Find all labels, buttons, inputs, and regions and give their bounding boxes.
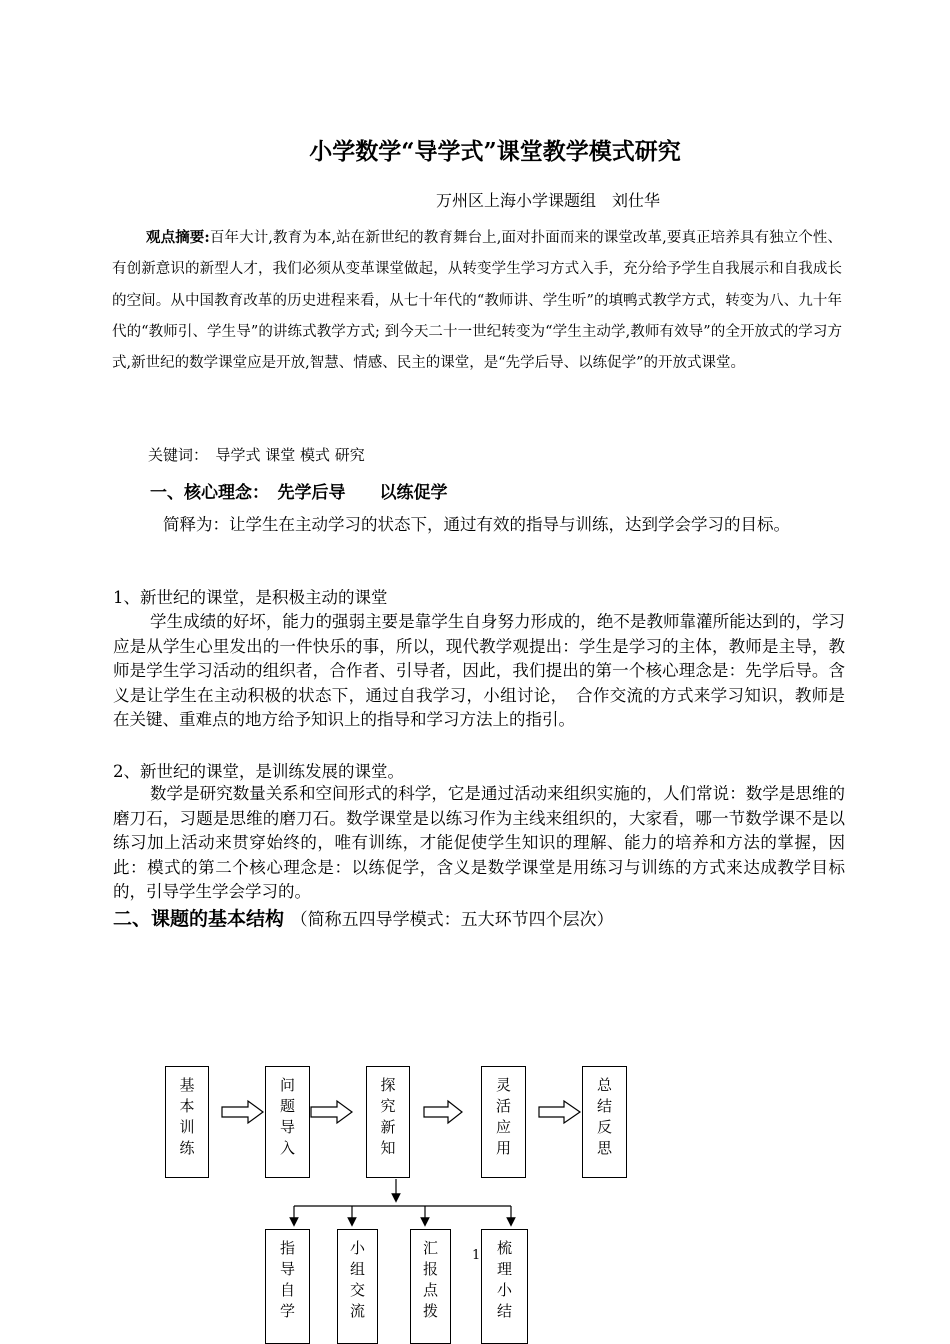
flow-arrow-2 — [311, 1101, 352, 1123]
flow-arrow-4 — [539, 1101, 580, 1123]
flow-box-group-exchange — [337, 1229, 378, 1344]
page-number: 1 — [472, 1248, 481, 1263]
flow-box-label: 总结反思 — [597, 1076, 613, 1157]
flow-box-summary-reflection — [582, 1066, 627, 1178]
section1-intro: 简释为：让学生在主动学习的状态下，通过有效的指导与训练，达到学会学习的目标。 — [163, 515, 790, 534]
flow-arrow-1 — [222, 1101, 263, 1123]
section2-heading-text: 二、课题的基本结构 — [113, 908, 285, 930]
flow-box-label: 梳理小结 — [497, 1239, 513, 1320]
flow-arrow-3 — [424, 1101, 462, 1123]
flow-box-sort-summarize — [481, 1229, 528, 1344]
flow-box-label: 小组交流 — [350, 1239, 366, 1320]
item2-text: 数学是研究数量关系和空间形式的科学，它是通过活动来组织实施的，人们常说：数学是思维的磨刀石，习题是思维的磨刀石。数学课堂是以练习作为主线来组织的，大家看，哪一节数学课不是以练习加上活动来贯穿始终的，唯有训练，才能促使学生知识的理解、能力的培养和方法的掌握，因此：模式的第二个核心理念是：以练促学，含义是数学课堂是用练习与训练的方式来达成教学目标的，引导学生学会学习的。 — [113, 784, 845, 902]
flow-box-guided-self-study — [265, 1229, 310, 1344]
author-line: 万州区上海小学课题组 刘仕华 — [436, 191, 661, 210]
flow-box-label: 指导自学 — [280, 1239, 296, 1320]
flow-box-label: 汇报点拨 — [423, 1239, 439, 1320]
item1-text: 学生成绩的好坏，能力的强弱主要是靠学生自身努力形成的，绝不是教师靠灌所能达到的，学习应是从学生心里发出的一件快乐的事，所以，现代教学观提出：学生是学习的主体，教师是主导，教师是学生学习活动的组织者，合作者、引导者，因此，我们提出的第一个核心理念是：先学后导。含义是让学生在主动积极的状态下，通过自我学习，小组讨论， 合作交流的方式来学习知识，教师是在关键、重难点的地方给予知识上的指导和学习方法上的指引。 — [113, 612, 845, 730]
flow-box-label: 灵活应用 — [496, 1076, 512, 1157]
flow-box-question-intro — [265, 1066, 310, 1178]
flow-box-flexible-application — [481, 1066, 526, 1178]
flow-box-report-guidance — [410, 1229, 451, 1344]
section1-heading: 一、核心理念： 先学后导 以练促学 — [150, 483, 448, 503]
abstract-text: 百年大计,教育为本,站在新世纪的教育舞台上,面对扑面而来的课堂改革,要真正培养具有独立个性、有创新意识的新型人才，我们必须从变革课堂做起，从转变学生学习方式入手，充分给予学生自我展示和自我成长的空间。从中国教育改革的历史进程来看，从七十年代的“教师讲、学生听”的填鸭式教学方式，转变为八、九十年代的“教师引、学生导”的讲练式教学方式; 到今天二十一世纪转变为“学生主动学,教师有效导”的全开放式的学习方式,新世纪的数学课堂应是开放,智慧、情感、民主的课堂，是“先学后导、以练促学”的开放式课堂。 — [112, 230, 843, 372]
flow-box-label: 问题导入 — [280, 1076, 296, 1157]
item1-title: 1、新世纪的课堂，是积极主动的课堂 — [113, 588, 388, 607]
keywords-line: 关键词： 导学式 课堂 模式 研究 — [148, 446, 365, 464]
flow-box-explore-new — [366, 1066, 410, 1178]
flow-box-label: 探究新知 — [380, 1076, 396, 1157]
section2-note: （简称五四导学模式：五大环节四个层次） — [290, 910, 614, 930]
flow-box-label: 基本训练 — [179, 1076, 195, 1157]
document-title: 小学数学“导学式”课堂教学模式研究 — [309, 138, 681, 165]
item2-title: 2、新世纪的课堂，是训练发展的课堂。 — [113, 762, 404, 781]
abstract-label: 观点摘要: — [146, 229, 210, 246]
flow-box-basic-training — [165, 1066, 209, 1178]
